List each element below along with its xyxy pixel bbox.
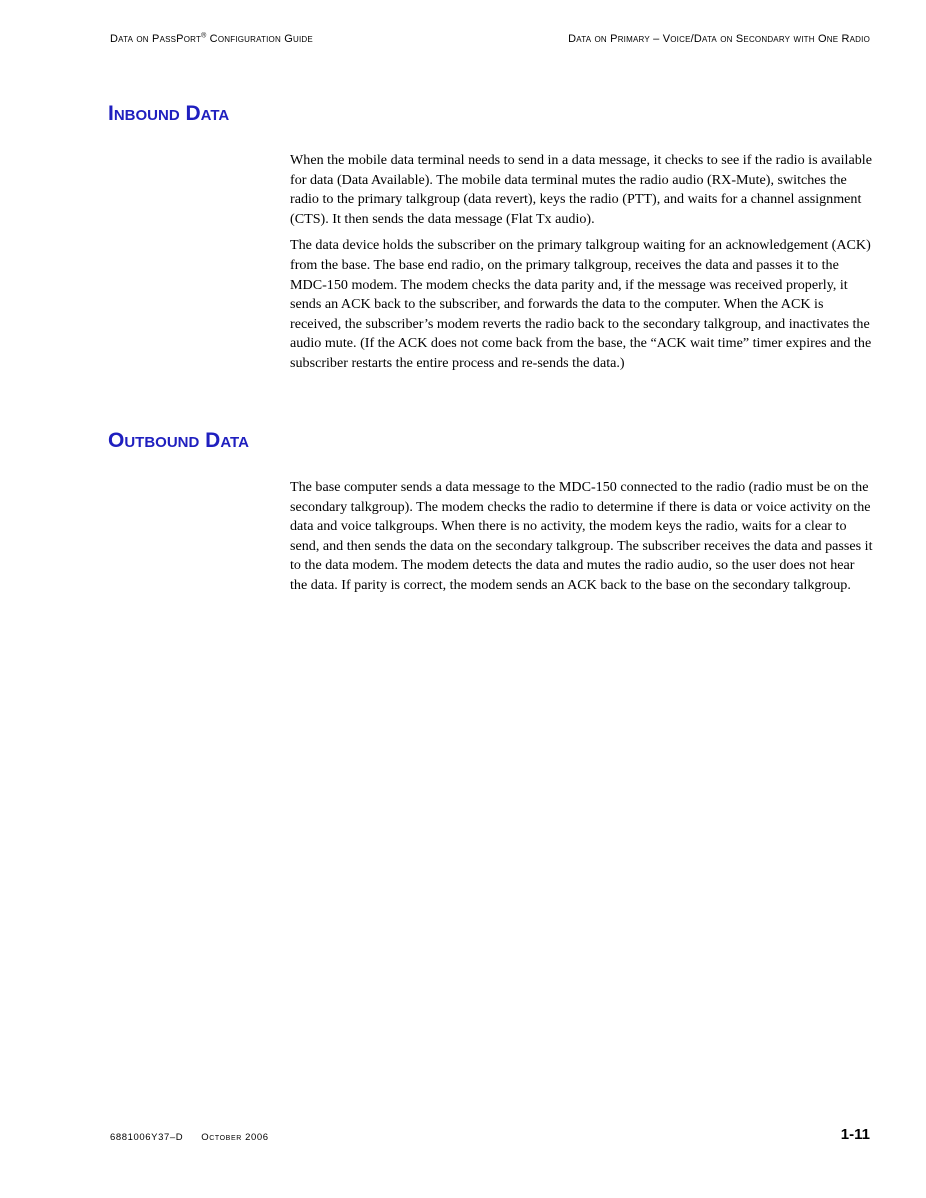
footer-date: October 2006 (201, 1132, 269, 1143)
section-body-inbound-data (290, 151, 874, 381)
running-header-right: Data on Primary – Voice/Data on Secondary with One Radio (568, 33, 870, 45)
paragraph: The data device holds the subscriber on the primary talkgroup waiting for an acknowledgement (ACK) from the base. The base end radio, on the primary talkgroup, receives the data and passes it to the MDC-150 modem. The modem checks the data parity and, if the message was received properly, it sends an ACK back to the subscriber, and forwards the data to the computer. When the ACK is received, the subscriber’s modem reverts the radio back to the secondary talkgroup, and inactivates the audio mute. (If the ACK does not come back from the base, the “ACK wait time” timer expires and the subscriber restarts the entire process and re-sends the data.) (290, 237, 872, 371)
paragraph: The base computer sends a data message to the MDC-150 connected to the radio (radio must be on the secondary talkgroup). The modem checks the radio to determine if there is data or voice activity on the data and voice talkgroups. When there is no activity, the modem keys the radio, waits for a clear to send, and then sends the data on the secondary talkgroup. The subscriber receives the data and passes it to the data modem. The modem detects the data and mutes the radio audio, so the user does not hear the data. If parity is correct, the modem sends an ACK back to the base on the secondary talkgroup. (290, 479, 873, 593)
registered-mark: ® (201, 32, 207, 40)
page-number: 1-11 (840, 1126, 870, 1143)
footer-doc-number: 6881006Y37–D (110, 1132, 184, 1143)
section-body-outbound-data (290, 478, 874, 603)
footer-doc-info (110, 1132, 269, 1143)
paragraph: When the mobile data terminal needs to send in a data message, it checks to see if the radio is available for data (Data Available). The mobile data terminal mutes the radio audio (RX-Mute), switches the radio to the primary talkgroup (data revert), keys the radio (PTT), and waits for a channel assignment (CTS). It then sends the data message (Flat Tx audio). (290, 152, 872, 227)
header-guide-title: Data on PassPort (110, 33, 202, 45)
section-heading-inbound-data: Inbound Data (108, 102, 230, 125)
section-heading-outbound-data: Outbound Data (108, 429, 249, 452)
header-guide-suffix: Configuration Guide (206, 33, 313, 45)
running-header-left (110, 33, 313, 45)
